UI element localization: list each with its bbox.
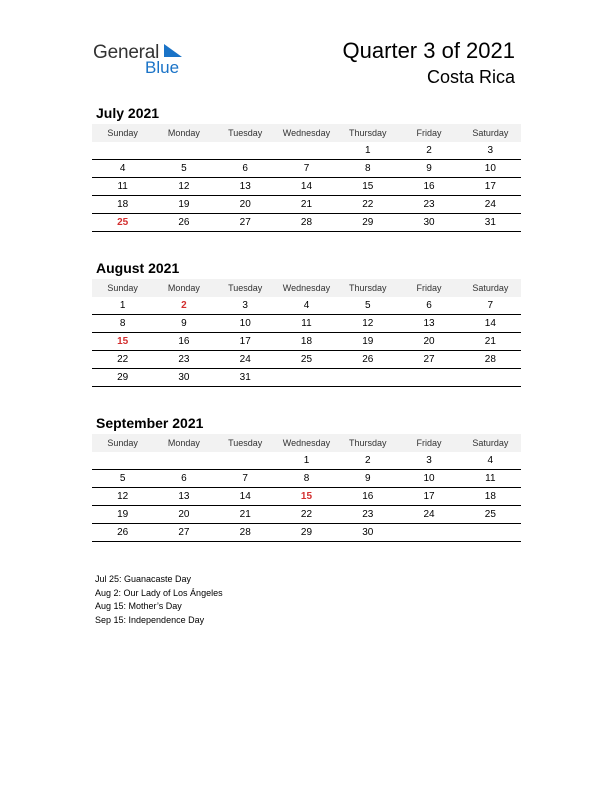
day-cell: 4 [119,163,126,174]
day-cell: 9 [364,473,371,484]
weekday-label: Wednesday [282,438,331,448]
day-cell: 15 [362,181,374,192]
page-title: Quarter 3 of 2021 [342,38,515,63]
day-cell: 8 [303,473,310,484]
week-row [92,369,521,387]
month-calendar-july [92,104,521,232]
day-cell: 2 [364,455,371,466]
logo-text-blue: Blue [145,58,180,77]
day-cell: 20 [178,509,190,520]
day-cell: 3 [487,145,494,156]
country-name: Costa Rica [426,67,515,87]
day-cell: 31 [484,217,496,228]
holiday-notes [95,573,223,627]
day-cell: 3 [242,300,248,311]
weekday-label: Thursday [349,438,387,448]
weekday-label: Saturday [472,128,509,138]
day-cell: 29 [362,217,374,228]
weekday-label: Thursday [349,283,387,293]
day-cell: 12 [178,181,190,192]
week-row [92,452,521,470]
day-cell: 18 [117,199,129,210]
day-cell: 10 [484,163,496,174]
logo-text-general: General [93,42,160,63]
day-cell: 25 [484,509,496,520]
day-cell: 7 [303,163,310,174]
week-row [92,196,521,214]
day-cell: 16 [178,336,190,347]
day-cell: 27 [239,217,251,228]
day-cell: 10 [239,318,251,329]
day-cell: 6 [426,300,432,311]
day-cell: 5 [364,300,371,311]
day-cell: 6 [181,473,187,484]
weekday-label: Monday [167,283,200,293]
day-cell: 13 [239,181,251,192]
week-row [92,160,521,178]
day-cell: 19 [178,199,190,210]
day-cell: 11 [117,181,128,192]
weekday-label: Monday [167,438,200,448]
week-row [92,351,521,369]
day-cell: 13 [423,318,435,329]
day-cell: 1 [119,300,126,311]
day-cell: 17 [423,491,435,502]
day-cell: 1 [303,455,310,466]
day-cell: 12 [117,491,129,502]
holiday-note: Aug 15: Mother’s Day [95,601,182,611]
day-cell: 5 [181,163,187,174]
month-calendar-september [92,414,521,542]
weekday-label: Friday [416,128,442,138]
week-row [92,178,521,196]
day-cell: 13 [178,491,190,502]
day-cell: 9 [181,318,187,329]
day-cell: 14 [239,491,251,502]
day-cell: 3 [426,455,432,466]
weekday-label: Thursday [349,128,387,138]
holiday-note: Jul 25: Guanacaste Day [95,574,192,584]
day-cell: 28 [300,217,313,228]
day-cell: 17 [484,181,496,192]
day-cell: 29 [117,372,129,383]
day-cell-holiday: 2 [181,300,187,311]
day-cell: 27 [178,527,190,538]
holiday-note: Aug 2: Our Lady of Los Ángeles [95,587,223,598]
weekday-label: Tuesday [228,128,263,138]
holiday-note: Sep 15: Independence Day [95,614,205,625]
day-cell: 27 [423,354,435,365]
week-row [92,333,521,351]
weekday-header-row [92,124,521,142]
day-cell-holiday: 25 [117,217,129,228]
day-cell: 7 [487,300,494,311]
day-cell: 12 [362,318,374,329]
day-cell: 4 [487,455,494,466]
day-cell: 28 [484,354,496,365]
day-cell: 6 [242,163,248,174]
day-cell: 28 [239,527,251,538]
day-cell: 24 [239,354,251,365]
week-row [92,488,521,506]
day-cell: 10 [423,473,435,484]
month-calendar-august [92,259,521,387]
day-cell: 26 [117,527,129,538]
day-cell: 22 [362,199,374,210]
day-cell: 22 [117,354,129,365]
day-cell: 20 [239,199,251,210]
day-cell: 29 [300,527,313,538]
day-cell: 14 [300,181,313,192]
weekday-label: Wednesday [282,128,331,138]
day-cell: 24 [423,509,435,520]
day-cell: 8 [119,318,126,329]
weekday-header-row [92,434,521,452]
day-cell: 17 [239,336,251,347]
weekday-header-row [92,279,521,297]
weekday-label: Sunday [107,128,138,138]
day-cell: 26 [362,354,374,365]
week-row [92,315,521,333]
month-title: July 2021 [96,105,160,121]
day-cell: 18 [484,491,496,502]
day-cell: 22 [300,509,313,520]
week-row [92,142,521,160]
week-row [92,506,521,524]
day-cell: 14 [484,318,496,329]
weekday-label: Friday [416,438,442,448]
day-cell: 2 [426,145,432,156]
weekday-label: Tuesday [228,438,263,448]
day-cell: 30 [178,372,190,383]
day-cell: 8 [364,163,371,174]
day-cell: 23 [362,509,374,520]
day-cell: 26 [178,217,190,228]
day-cell: 31 [239,372,251,383]
day-cell-holiday: 15 [117,336,129,347]
weekday-label: Saturday [472,438,509,448]
day-cell: 7 [242,473,248,484]
day-cell: 19 [117,509,129,520]
day-cell: 9 [426,163,432,174]
weekday-label: Tuesday [228,283,263,293]
month-title: August 2021 [96,260,180,276]
day-cell: 20 [423,336,435,347]
weekday-label: Saturday [472,283,509,293]
day-cell: 19 [362,336,374,347]
day-cell: 30 [423,217,435,228]
day-cell: 21 [484,336,496,347]
logo-flag-icon [162,43,184,59]
weekday-label: Monday [167,128,200,138]
day-cell: 23 [423,199,435,210]
day-cell: 23 [178,354,190,365]
day-cell: 1 [364,145,371,156]
day-cell: 21 [239,509,251,520]
week-row [92,470,521,488]
week-row [92,524,521,542]
day-cell: 25 [300,354,313,365]
logo [93,38,213,80]
day-cell: 30 [362,527,374,538]
weekday-label: Sunday [107,438,138,448]
day-cell: 24 [484,199,496,210]
weekday-label: Sunday [107,283,138,293]
weekday-label: Wednesday [282,283,331,293]
day-cell-holiday: 15 [300,491,313,502]
day-cell: 11 [301,318,312,329]
weekday-label: Friday [416,283,442,293]
day-cell: 16 [423,181,435,192]
day-cell: 21 [300,199,313,210]
day-cell: 11 [485,473,496,484]
day-cell: 18 [300,336,313,347]
week-row [92,297,521,315]
day-cell: 5 [119,473,126,484]
week-row [92,214,521,232]
day-cell: 4 [303,300,310,311]
day-cell: 16 [362,491,374,502]
month-title: September 2021 [96,415,204,431]
